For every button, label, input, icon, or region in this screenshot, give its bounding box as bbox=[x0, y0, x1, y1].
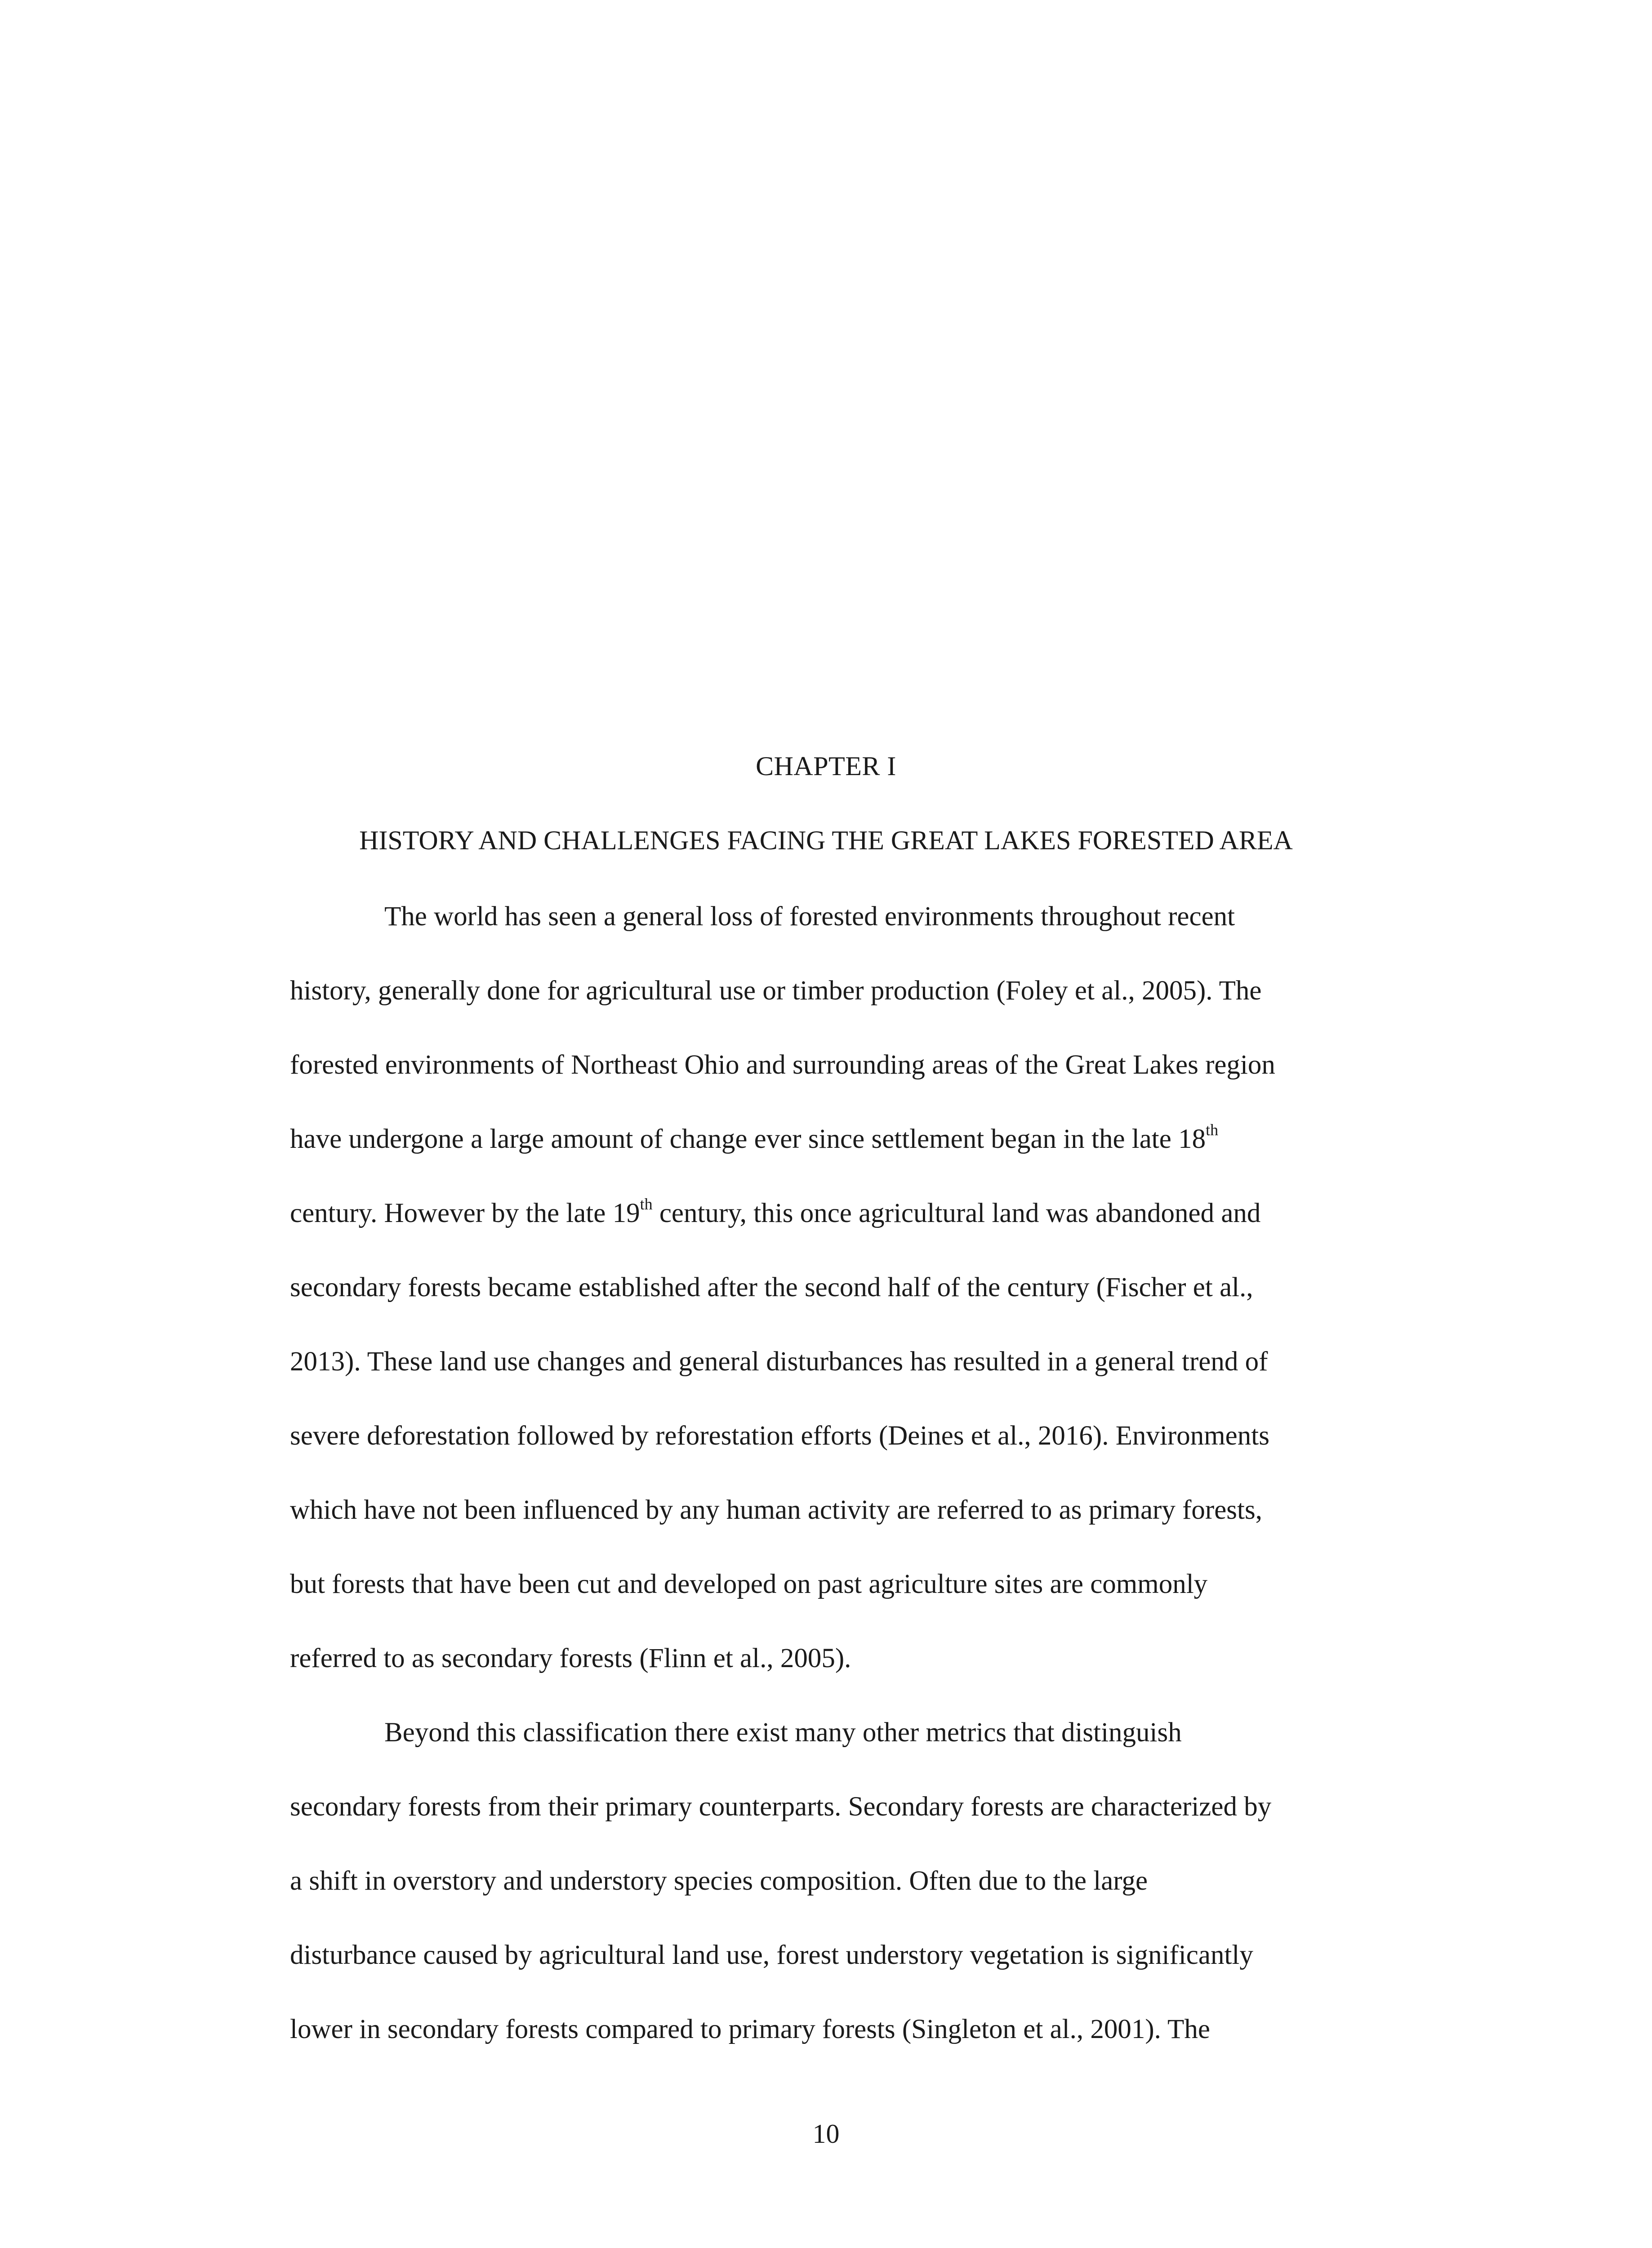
paragraph-line: which have not been influenced by any human activity are referred to as primary forests, bbox=[290, 1495, 1262, 1525]
paragraph-line: severe deforestation followed by reforestation efforts (Deines et al., 2016). Environments bbox=[290, 1421, 1269, 1451]
line-text: century. However by the late 19 bbox=[290, 1198, 640, 1228]
ordinal-superscript: th bbox=[640, 1195, 653, 1213]
ordinal-superscript: th bbox=[1206, 1121, 1219, 1139]
paragraph-line: secondary forests from their primary counterparts. Secondary forests are characterized by bbox=[290, 1792, 1272, 1822]
chapter-title: HISTORY AND CHALLENGES FACING THE GREAT LAKES FORESTED AREA bbox=[359, 825, 1293, 855]
page-number: 10 bbox=[812, 2119, 840, 2149]
paragraph-line: disturbance caused by agricultural land use, forest understory vegetation is significantly bbox=[290, 1940, 1253, 1970]
paragraph-line bbox=[290, 1123, 1218, 1155]
paragraph-line: 2013). These land use changes and general disturbances has resulted in a general trend of bbox=[290, 1347, 1268, 1377]
chapter-label: CHAPTER I bbox=[756, 751, 896, 781]
line-text: have undergone a large amount of change ever since settlement began in the late 18 bbox=[290, 1124, 1206, 1154]
paragraph-line: referred to as secondary forests (Flinn et al., 2005). bbox=[290, 1643, 851, 1673]
paragraph-line: but forests that have been cut and developed on past agriculture sites are commonly bbox=[290, 1569, 1208, 1599]
paragraph-line: lower in secondary forests compared to primary forests (Singleton et al., 2001). The bbox=[290, 2014, 1210, 2044]
paragraph-line: history, generally done for agricultural use or timber production (Foley et al., 2005). The bbox=[290, 976, 1262, 1006]
paragraph-line: Beyond this classification there exist many other metrics that distinguish bbox=[384, 1717, 1182, 1748]
paragraph-line: forested environments of Northeast Ohio and surrounding areas of the Great Lakes region bbox=[290, 1050, 1275, 1080]
paragraph-line bbox=[290, 1197, 1260, 1230]
paragraph-line: a shift in overstory and understory species composition. Often due to the large bbox=[290, 1866, 1148, 1896]
paragraph-line: secondary forests became established after the second half of the century (Fischer et al., bbox=[290, 1272, 1253, 1302]
line-text: century, this once agricultural land was abandoned and bbox=[652, 1198, 1261, 1228]
paragraph-line: The world has seen a general loss of forested environments throughout recent bbox=[384, 901, 1235, 932]
